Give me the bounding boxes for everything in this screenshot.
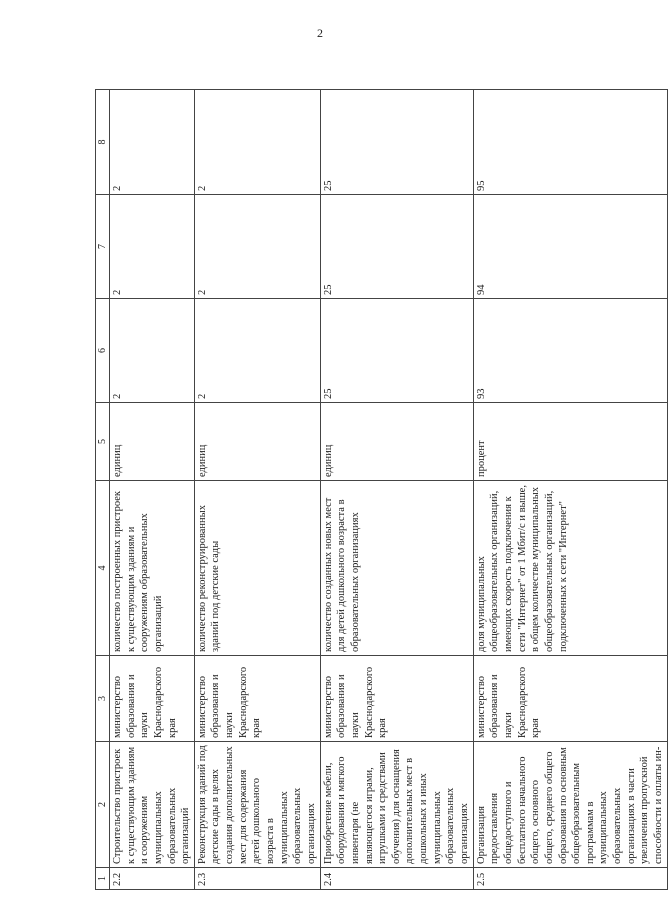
value-cell: 25 (320, 90, 473, 195)
executor-cell: министерство образования и науки Краснодарского края (194, 656, 320, 742)
value-cell: 25 (320, 299, 473, 403)
measures-table (95, 89, 668, 890)
table-row (194, 90, 320, 890)
table-header-row (96, 90, 110, 890)
executor-cell: министерство образования и науки Краснодарского края (320, 656, 473, 742)
column-number-header: 7 (96, 195, 110, 299)
value-cell: 94 (473, 195, 667, 299)
table-row (473, 90, 667, 890)
executor-cell: министерство образования и науки Краснодарского края (110, 656, 195, 742)
value-cell: 93 (473, 299, 667, 403)
value-cell: 2 (194, 90, 320, 195)
value-cell: 95 (473, 90, 667, 195)
unit-cell: процент (473, 403, 667, 481)
unit-cell: единиц (320, 403, 473, 481)
column-number-header: 5 (96, 403, 110, 481)
unit-cell: единиц (110, 403, 195, 481)
value-cell: 2 (194, 299, 320, 403)
value-cell: 2 (110, 299, 195, 403)
indicator-cell: доля муниципальных общеобразовательных организаций, имеющих скорость подключения к сети "Интернет" от 1 Мбит/с и выше, в общем количестве муниципальных общеобразовательных организаций, подключенных к сети "Интернет" (473, 481, 667, 656)
unit-cell: единиц (194, 403, 320, 481)
column-number-header: 1 (96, 868, 110, 890)
activity-cell: Реконструкция зданий под детские сады в целях создания дополнительных мест для содержания детей дошкольного возраста в муниципальных образовательных организациях (194, 742, 320, 868)
column-number-header: 2 (96, 742, 110, 868)
value-cell: 2 (110, 90, 195, 195)
activity-cell: Организация предоставления общедоступного и бесплатного начального общего, основного общего, среднего общего образования по основным общеобразовательным программам в муниципальных образовательных организациях в части увеличения пропускной способности и оплаты ин- (473, 742, 667, 868)
column-number-header: 8 (96, 90, 110, 195)
column-number-header: 3 (96, 656, 110, 742)
column-number-header: 6 (96, 299, 110, 403)
value-cell: 2 (194, 195, 320, 299)
indicator-cell: количество построенных пристроек к существующим зданиям и сооружениям образовательных организаций (110, 481, 195, 656)
page-number: 2 (317, 26, 323, 40)
row-number: 2.4 (320, 868, 473, 890)
indicator-cell: количество реконструированных зданий под детские сады (194, 481, 320, 656)
value-cell: 2 (110, 195, 195, 299)
table-rotated-wrapper (95, 90, 664, 890)
indicator-cell: количество созданных новых мест для детей дошкольного возраста в образовательных организациях (320, 481, 473, 656)
table-row (110, 90, 195, 890)
activity-cell: Строительство пристроек к существующим зданиям и сооружениям муниципальных образовательных организаций (110, 742, 195, 868)
value-cell: 25 (320, 195, 473, 299)
activity-cell: Приобретение мебели, оборудования и мягкого инвентаря (не являющегося играми, игрушками и средствами обучения) для оснащения дополнительных мест в дошкольных и иных муниципальных образовательных организациях (320, 742, 473, 868)
table-row (320, 90, 473, 890)
executor-cell: министерство образования и науки Краснодарского края (473, 656, 667, 742)
row-number: 2.5 (473, 868, 667, 890)
row-number: 2.3 (194, 868, 320, 890)
row-number: 2.2 (110, 868, 195, 890)
column-number-header: 4 (96, 481, 110, 656)
